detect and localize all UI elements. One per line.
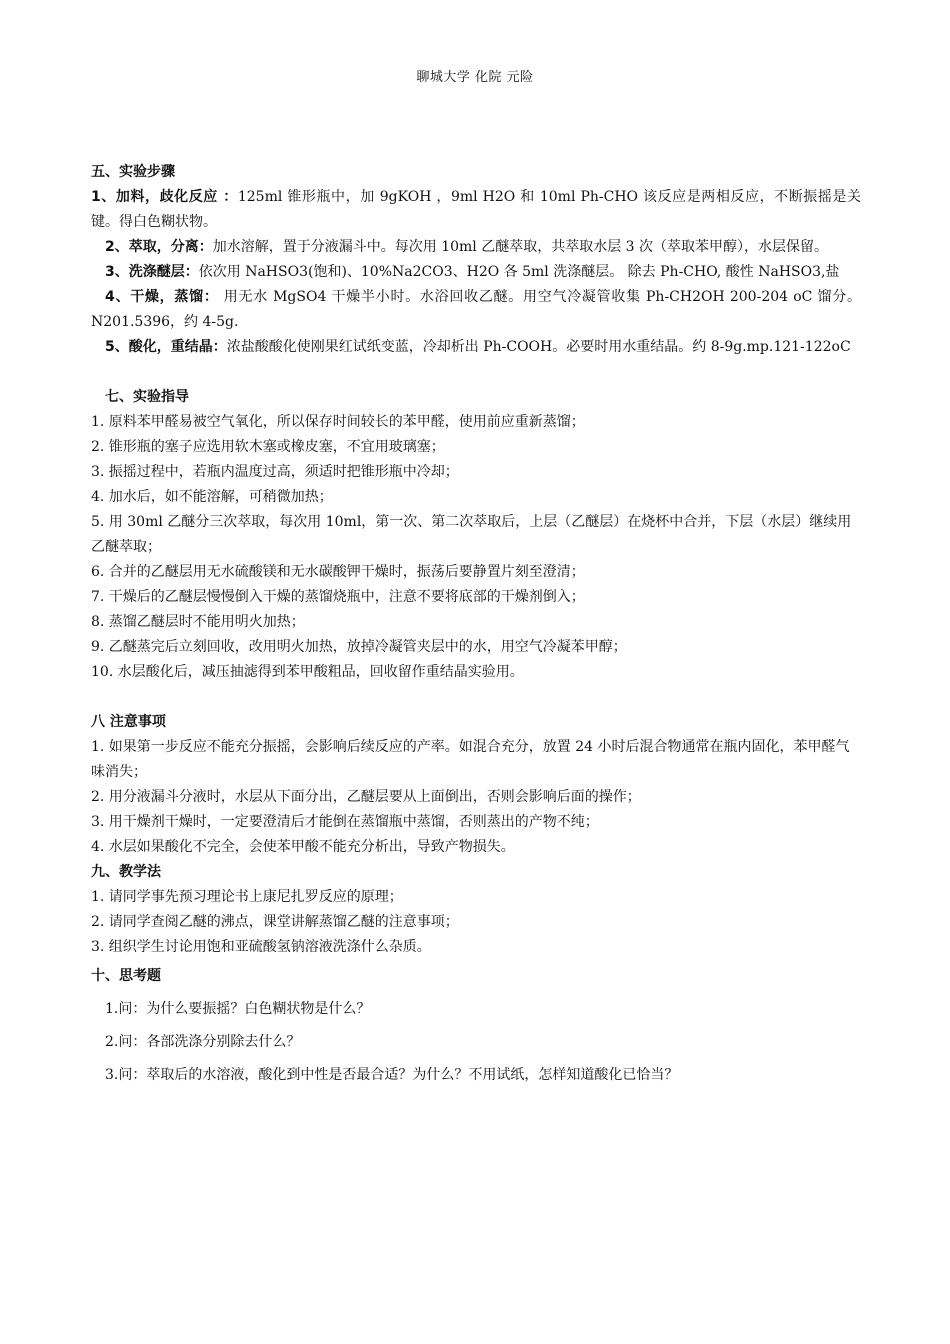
step-1-text: 125ml 锥形瓶中，加 9gKOH ，9ml H2O 和 10ml Ph-CHO 该反应是两相反应，不断振摇是关键。得白色糊状物。 bbox=[91, 189, 861, 230]
step-2 bbox=[91, 235, 861, 260]
teaching-item: 1. 请同学事先预习理论书上康尼扎罗反应的原理； bbox=[91, 889, 403, 905]
guide-item: 10. 水层酸化后，减压抽滤得到苯甲酸粗品，回收留作重结晶实验用。 bbox=[91, 664, 524, 680]
caution-item: 1. 如果第一步反应不能充分振摇，会影响后续反应的产率。如混合充分，放置 24 小时后混合物通常在瓶内固化，苯甲醛气味消失； bbox=[91, 739, 850, 780]
teaching-item: 3. 组织学生讨论用饱和亚硫酸氢钠溶液洗涤什么杂质。 bbox=[91, 939, 431, 955]
guide-item: 5. 用 30ml 乙醚分三次萃取，每次用 10ml，第一次、第二次萃取后，上层（乙醚层）在烧杯中合并，下层（水层）继续用乙醚萃取； bbox=[91, 514, 852, 555]
step-4-text: 用无水 MgSO4 干燥半小时。水浴回收乙醚。用空气冷凝管收集 Ph-CH2OH 200-204 oC 馏分。N201.5396，约 4-5g. bbox=[91, 289, 861, 330]
caution-item: 4. 水层如果酸化不完全，会使苯甲酸不能充分析出，导致产物损失。 bbox=[91, 839, 515, 855]
step-3 bbox=[91, 260, 861, 285]
step-1 bbox=[91, 185, 861, 235]
guide-item: 6. 合并的乙醚层用无水硫酸镁和无水碳酸钾干燥时，振荡后要静置片刻至澄清； bbox=[91, 564, 585, 580]
section-5-title: 五、实验步骤 bbox=[91, 164, 175, 180]
guide-item: 8. 蒸馏乙醚层时不能用明火加热； bbox=[91, 614, 305, 630]
caution-item: 2. 用分液漏斗分液时，水层从下面分出，乙醚层要从上面倒出，否则会影响后面的操作； bbox=[91, 789, 641, 805]
step-3-label: 3、洗涤醚层： bbox=[105, 264, 199, 280]
step-2-text: 加水溶解，置于分液漏斗中。每次用 10ml 乙醚萃取，共萃取水层 3 次（萃取苯甲醇），水层保留。 bbox=[212, 239, 829, 255]
step-1-label: 1、加料，歧化反应 ： bbox=[91, 189, 238, 205]
step-3-text: 依次用 NaHSO3(饱和)、10%Na2CO3、H2O 各 5ml 洗涤醚层。 除去 Ph-CHO, 酸性 NaHSO3,盐 bbox=[198, 264, 840, 280]
section-9-title: 九、教学法 bbox=[91, 864, 161, 880]
spacer bbox=[91, 360, 861, 385]
guide-item: 9. 乙醚蒸完后立刻回收，改用明火加热，放掉冷凝管夹层中的水，用空气冷凝苯甲醇； bbox=[91, 639, 627, 655]
guide-item: 2. 锥形瓶的塞子应选用软木塞或橡皮塞，不宜用玻璃塞； bbox=[91, 439, 445, 455]
step-5-label: 5、酸化，重结晶： bbox=[105, 339, 227, 355]
step-5-text: 浓盐酸酸化使刚果红试纸变蓝，冷却析出 Ph-COOH。必要时用水重结晶。约 8-9g.mp.121-122oC bbox=[226, 339, 851, 355]
guide-item: 3. 振摇过程中，若瓶内温度过高，须适时把锥形瓶中冷却； bbox=[91, 464, 459, 480]
section-8-title: 八 注意事项 bbox=[91, 714, 166, 730]
page-header: 聊城大学 化院 元险 bbox=[416, 70, 534, 85]
section-10-title: 十、思考题 bbox=[91, 968, 161, 984]
guide-item: 4. 加水后，如不能溶解，可稍微加热； bbox=[91, 489, 333, 505]
step-2-label: 2、萃取，分离： bbox=[105, 239, 213, 255]
question-item: 2.问：各部洗涤分别除去什么？ bbox=[105, 1034, 301, 1050]
teaching-item: 2. 请同学查阅乙醚的沸点，课堂讲解蒸馏乙醚的注意事项； bbox=[91, 914, 459, 930]
guide-item: 1. 原料苯甲醛易被空气氧化，所以保存时间较长的苯甲醛，使用前应重新蒸馏； bbox=[91, 414, 585, 430]
section-7-title: 七、实验指导 bbox=[105, 389, 189, 405]
step-4 bbox=[91, 285, 861, 335]
question-item: 1.问：为什么要振摇？白色糊状物是什么？ bbox=[105, 1001, 371, 1017]
question-item: 3.问：萃取后的水溶液，酸化到中性是否最合适？为什么？不用试纸，怎样知道酸化已恰当？ bbox=[105, 1067, 679, 1083]
guide-item: 7. 干燥后的乙醚层慢慢倒入干燥的蒸馏烧瓶中，注意不要将底部的干燥剂倒入； bbox=[91, 589, 585, 605]
caution-item: 3. 用干燥剂干燥时，一定要澄清后才能倒在蒸馏瓶中蒸馏，否则蒸出的产物不纯； bbox=[91, 814, 599, 830]
spacer bbox=[91, 685, 861, 710]
step-5 bbox=[91, 335, 861, 360]
document-body bbox=[91, 160, 861, 1096]
step-4-label: 4、干燥，蒸馏： bbox=[105, 289, 219, 305]
